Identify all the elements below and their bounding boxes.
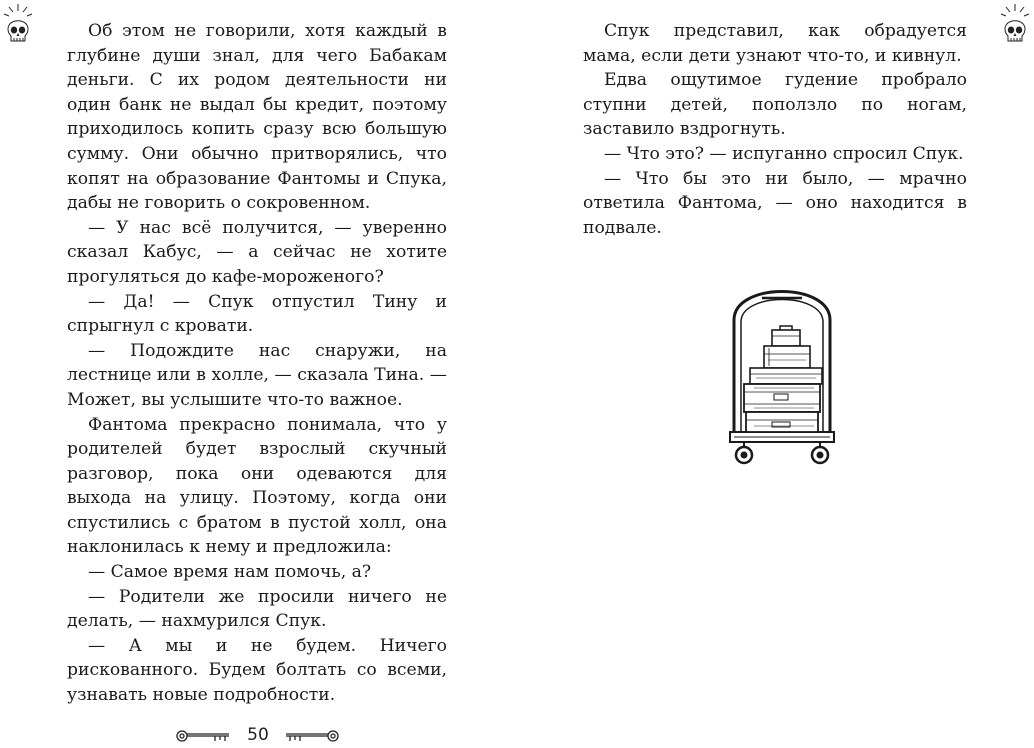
left-page-text: [67, 19, 447, 708]
paragraph: Едва ощутимое гудение пробрало ступни детей, поползло по ногам, заставило вздрогнуть.: [583, 70, 967, 140]
page-number: 50: [247, 725, 269, 745]
paragraph: — У нас всё получится, — уверенно сказал Кабус, — а сейчас не хотите прогуляться до кафе-мороженого?: [67, 217, 447, 287]
paragraph: — Да! — Спук отпустил Тину и спрыгнул с кровати.: [67, 291, 447, 337]
paragraph: Об этом не говорили, хотя каждый в глубине души знал, для чего Бабакам деньги. С их родом деятельности ни один банк не выдал бы кредит, поэтому приходилось копить сразу всю большую сумму. Они обычно притворялись, что копят на образование Фантомы и Спука, дабы не говорить о сокровенном.: [67, 21, 447, 214]
paragraph: — Что это? — испуганно спросил Спук.: [604, 143, 964, 164]
paragraph: — Подождите нас снаружи, на лестнице или в холле, — сказала Тина. — Может, вы услышите что-то важное.: [67, 340, 447, 410]
paragraph: — Самое время нам помочь, а?: [88, 562, 372, 583]
skull-icon: [998, 2, 1032, 48]
luggage-cart-illustration: [724, 272, 840, 468]
skull-icon: [1, 2, 35, 48]
key-icon: [175, 728, 231, 744]
paragraph: — Родители же просили ничего не делать, — нахмурился Спук.: [67, 586, 447, 632]
right-page-text: [583, 19, 967, 240]
key-icon: [284, 728, 340, 744]
right-page: [517, 0, 1034, 746]
paragraph: — А мы и не будем. Ничего рискованного. Будем болтать со всеми, узнавать новые подробности.: [67, 635, 447, 706]
paragraph: Спук представил, как обрадуется мама, если дети узнают что-то, и кивнул.: [583, 21, 967, 66]
paragraph: Фантома прекрасно понимала, что у родителей будет взрослый скучный разговор, пока они одеваются для выхода на улицу. Поэтому, когда они спустились с братом в пустой холл, она наклонилась к нему и предложила:: [67, 414, 447, 558]
paragraph: — Что бы это ни было, — мрачно ответила Фантома, — оно находится в подвале.: [583, 168, 967, 238]
page-footer: [175, 722, 345, 748]
left-page: [0, 0, 517, 746]
